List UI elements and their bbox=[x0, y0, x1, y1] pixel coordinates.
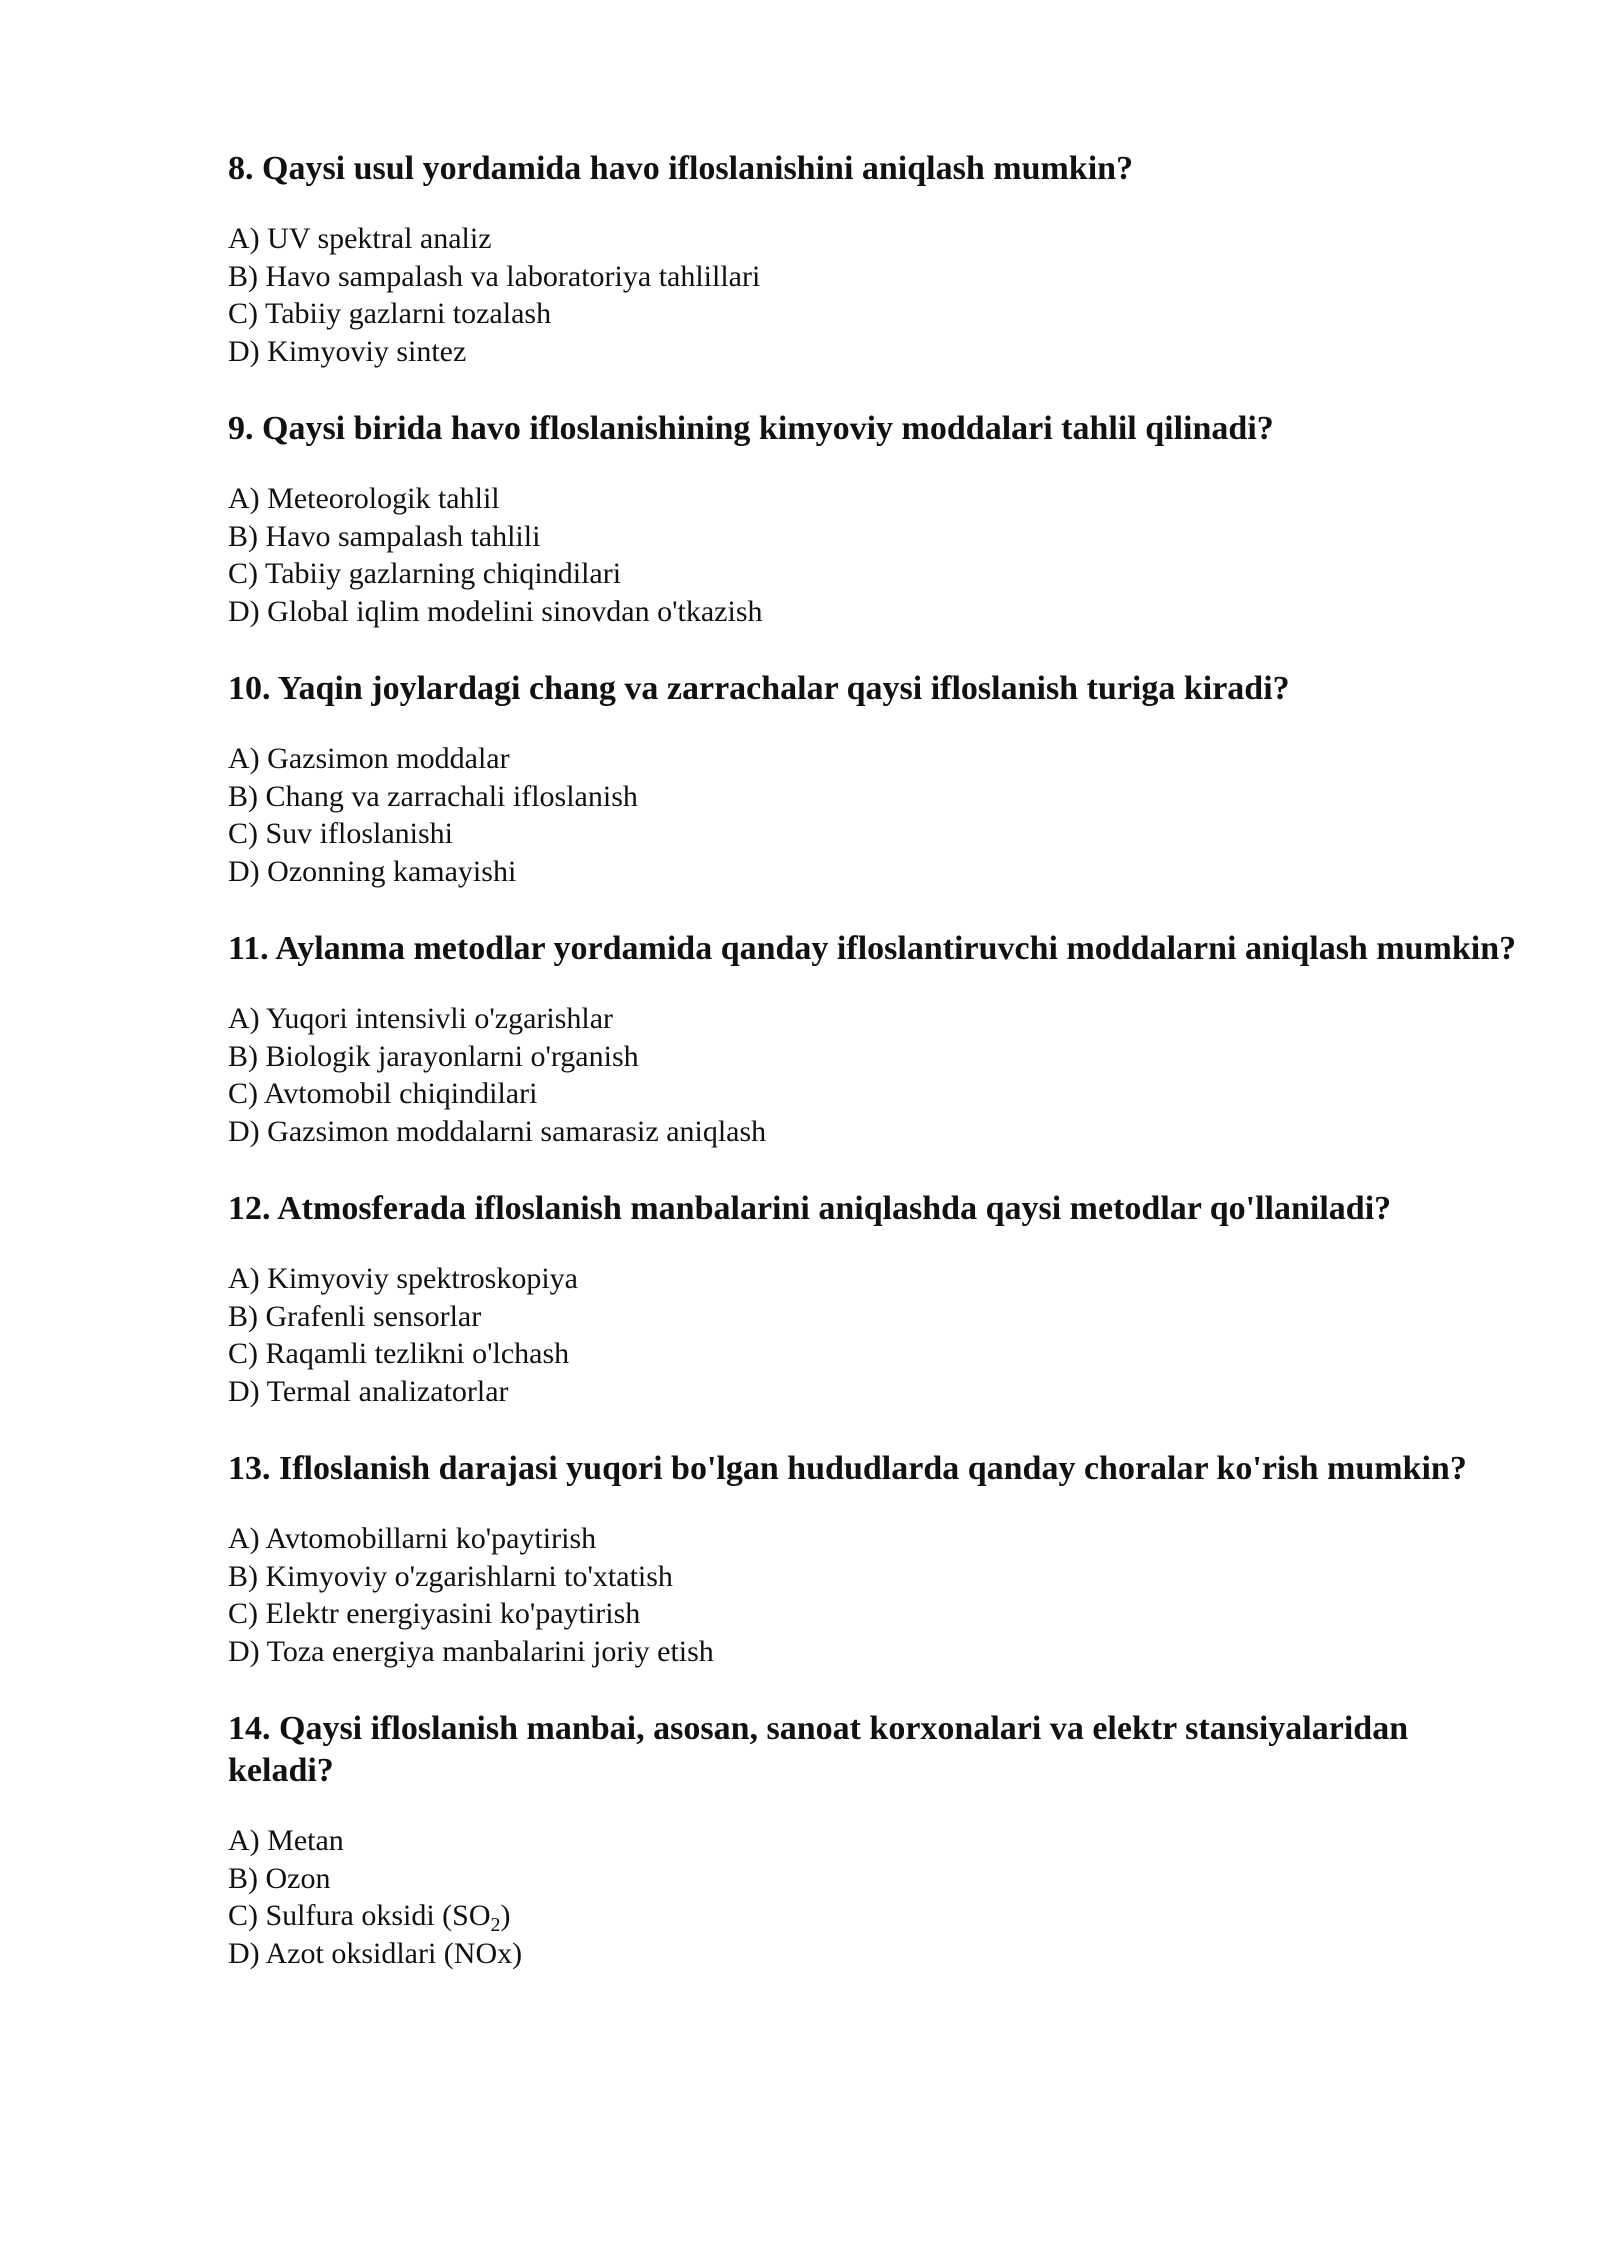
question-title: 11. Aylanma metodlar yordamida qanday ifloslantiruvchi moddalarni aniqlash mumkin? bbox=[228, 930, 1517, 967]
question-10 bbox=[228, 668, 1518, 890]
option-a: A) Meteorologik tahlil bbox=[228, 482, 500, 515]
option-d: D) Global iqlim modelini sinovdan o'tkazish bbox=[228, 594, 763, 628]
option-d: D) Termal analizatorlar bbox=[228, 1374, 509, 1408]
option-d: D) Ozonning kamayishi bbox=[228, 854, 517, 888]
question-14 bbox=[228, 1708, 1518, 1972]
option-d: D) Kimyoviy sintez bbox=[228, 334, 467, 368]
subscript-two: 2 bbox=[490, 1914, 501, 1936]
question-12 bbox=[228, 1188, 1518, 1410]
option-c: C) Avtomobil chiqindilari bbox=[228, 1077, 538, 1110]
option-list bbox=[228, 1000, 1518, 1150]
question-title: 10. Yaqin joylardagi chang va zarrachalar qaysi ifloslanish turiga kiradi? bbox=[228, 670, 1290, 707]
option-list bbox=[228, 1260, 1518, 1410]
option-a: A) Yuqori intensivli o'zgarishlar bbox=[228, 1002, 614, 1035]
option-b: B) Havo sampalash tahlili bbox=[228, 519, 541, 553]
option-a: A) Gazsimon moddalar bbox=[228, 742, 510, 775]
question-title: 12. Atmosferada ifloslanish manbalarini aniqlashda qaysi metodlar qo'llaniladi? bbox=[228, 1190, 1392, 1227]
option-list bbox=[228, 220, 1518, 370]
question-8 bbox=[228, 148, 1518, 370]
option-c-prefix: C) Sulfura oksidi (SO bbox=[228, 1899, 491, 1932]
option-list bbox=[228, 1520, 1518, 1670]
option-b: B) Grafenli sensorlar bbox=[228, 1299, 482, 1333]
option-c: C) Suv ifloslanishi bbox=[228, 817, 454, 850]
option-d: D) Azot oksidlari (NOx) bbox=[228, 1936, 523, 1970]
option-c-suffix: ) bbox=[500, 1899, 511, 1932]
option-b: B) Biologik jarayonlarni o'rganish bbox=[228, 1039, 639, 1073]
question-11 bbox=[228, 928, 1518, 1150]
option-a: A) Kimyoviy spektroskopiya bbox=[228, 1262, 578, 1295]
option-d: D) Toza energiya manbalarini joriy etish bbox=[228, 1634, 714, 1668]
option-b: B) Ozon bbox=[228, 1861, 331, 1895]
option-list bbox=[228, 1822, 1518, 1972]
option-a: A) Avtomobillarni ko'paytirish bbox=[228, 1522, 597, 1555]
option-b: B) Havo sampalash va laboratoriya tahlillari bbox=[228, 259, 761, 293]
option-list bbox=[228, 740, 1518, 890]
option-list bbox=[228, 480, 1518, 630]
option-c: C) Tabiiy gazlarni tozalash bbox=[228, 297, 552, 330]
option-c: C) Tabiiy gazlarning chiqindilari bbox=[228, 557, 622, 590]
option-c bbox=[228, 1897, 1518, 1935]
option-c: C) Elektr energiyasini ko'paytirish bbox=[228, 1597, 641, 1630]
option-a: A) UV spektral analiz bbox=[228, 222, 492, 255]
option-c: C) Raqamli tezlikni o'lchash bbox=[228, 1337, 570, 1370]
question-title: 14. Qaysi ifloslanish manbai, asosan, sanoat korxonalari va elektr stansiyalaridan keladi? bbox=[228, 1710, 1409, 1789]
option-b: B) Kimyoviy o'zgarishlarni to'xtatish bbox=[228, 1559, 673, 1593]
question-title: 8. Qaysi usul yordamida havo ifloslanishini aniqlash mumkin? bbox=[228, 150, 1134, 187]
document-page bbox=[228, 148, 1518, 2010]
question-title: 13. Ifloslanish darajasi yuqori bo'lgan hududlarda qanday choralar ko'rish mumkin? bbox=[228, 1450, 1467, 1487]
question-9 bbox=[228, 408, 1518, 630]
question-title: 9. Qaysi birida havo ifloslanishining kimyoviy moddalari tahlil qilinadi? bbox=[228, 410, 1274, 447]
option-b: B) Chang va zarrachali ifloslanish bbox=[228, 779, 638, 813]
question-13 bbox=[228, 1448, 1518, 1670]
option-d: D) Gazsimon moddalarni samarasiz aniqlash bbox=[228, 1114, 767, 1148]
option-a: A) Metan bbox=[228, 1824, 344, 1857]
